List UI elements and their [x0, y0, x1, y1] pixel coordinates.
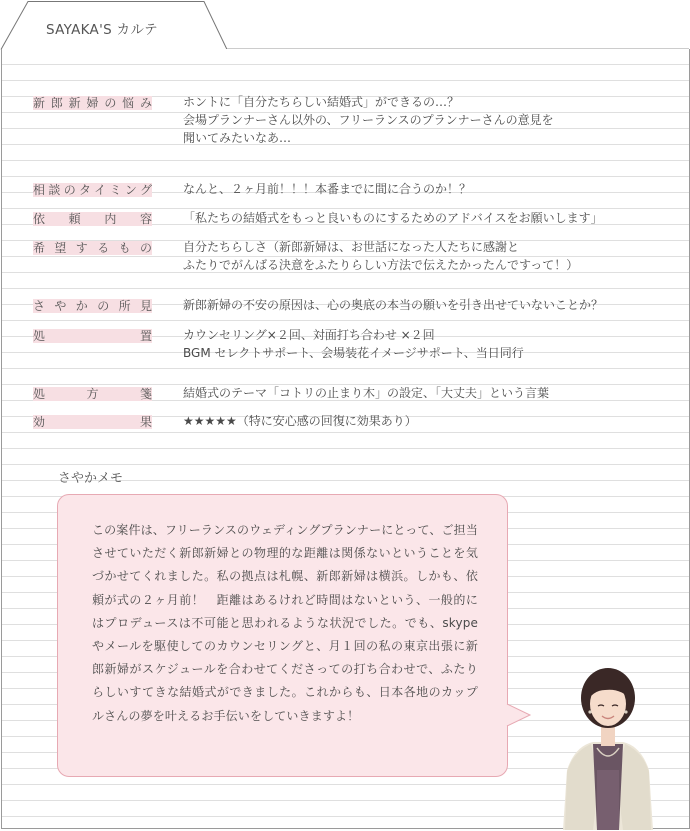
karte-tab	[0, 0, 228, 50]
record-value: 新郎新婦の不安の原因は、心の奥底の本当の願いを引き出せていないことか？	[183, 298, 604, 312]
record-label: 処置	[33, 329, 152, 343]
memo-text: この案件は、フリーランスのウェディングプランナーにとって、ご担当させていただく新郎新婦との物理的な距離は関係ないということを気づかせてくれました。私の拠点は札幌、新郎新婦は横浜。しかも、依頼が式の２ヶ月前！ 距離はあるけれど時間はないという、一般的にはプロデュースは不可能と思われるような状況でした。でも、skypeやメールを駆使してのカウンセリングと、月１回の私の東京出張に新郎新婦がスケジュールを合わせてくださっての打ち合わせで、ふたりらしいすてきな結婚式ができました。これからも、日本各地のカップルさんの夢を叶えるお手伝いをしていきますよ！	[92, 523, 478, 723]
record-value: 自分たちらしさ（新郎新婦は、お世話になった人たちに感謝と ふたりでがんばる決意をふたりらしい方法で伝えたかったんですって！）	[183, 240, 579, 272]
record-label: さやかの所見	[33, 299, 152, 313]
record-value: なんと、２ヶ月前！！！本番までに間に合うのか！？	[183, 182, 472, 196]
record-label: 希望するもの	[33, 241, 152, 255]
record-label: 相談のタイミング	[33, 183, 152, 197]
record-value: 「私たちの結婚式をもっと良いものにするためのアドバイスをお願いします」	[183, 211, 603, 225]
tab-title: SAYAKA'S カルテ	[46, 22, 158, 38]
record-label: 依頼内容	[33, 212, 152, 226]
planner-portrait	[553, 660, 663, 830]
record-value: 結婚式のテーマ「コトリの止まり木」の設定、「大丈夫」という言葉	[183, 386, 550, 400]
record-label: 処方箋	[33, 387, 152, 401]
record-value: ★★★★★（特に安心感の回復に効果あり）	[183, 414, 417, 428]
bubble-tail	[506, 700, 532, 730]
record-value: カウンセリング×２回、対面打ち合わせ ×２回 BGM セレクトサポート、会場装花イメージサポート、当日同行	[183, 328, 524, 360]
memo-title: さやかメモ	[58, 471, 124, 486]
record-label: 効果	[33, 415, 152, 429]
record-value: ホントに「自分たちらしい結婚式」ができるの…？ 会場プランナーさん以外の、フリーランスのプランナーさんの意見を 聞いてみたいなあ…	[183, 95, 554, 145]
record-label: 新郎新婦の悩み	[33, 96, 152, 110]
